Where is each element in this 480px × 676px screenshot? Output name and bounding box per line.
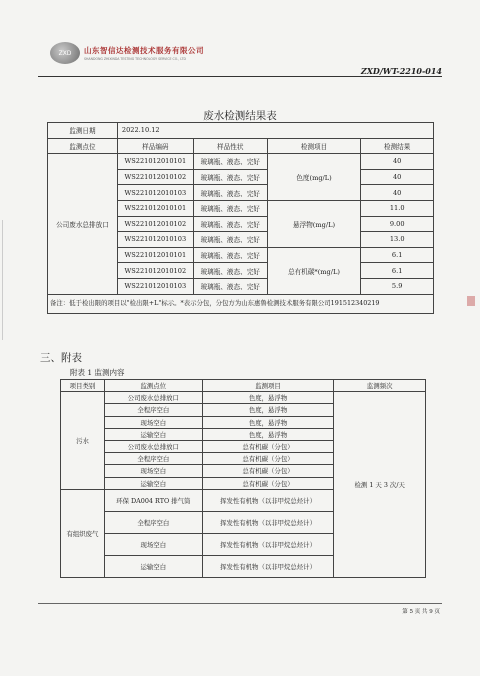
monitoring-location: 现场空白 bbox=[104, 534, 202, 556]
monitoring-item: 色度，悬浮物 bbox=[202, 416, 334, 428]
monitoring-location: 环保 DA004 RTO 排气筒 bbox=[104, 489, 202, 511]
sample-property: 玻璃瓶、液态、完好 bbox=[193, 247, 267, 263]
monitoring-content-table bbox=[60, 379, 426, 578]
document-code: ZXD/WT-2210-014 bbox=[360, 66, 442, 76]
sample-code: WS221012010103 bbox=[117, 185, 193, 201]
column-header: 样品编码 bbox=[117, 138, 193, 154]
test-item: 总有机碳*(mg/L) bbox=[267, 247, 361, 294]
table-row bbox=[61, 392, 426, 404]
page-number: 第 5 页 共 9 页 bbox=[402, 609, 440, 615]
date-value: 2022.10.12 bbox=[117, 123, 433, 139]
report-title: 废水检测结果表 bbox=[203, 110, 277, 122]
sample-code: WS221012010103 bbox=[117, 232, 193, 248]
section-title: 三、附表 bbox=[40, 352, 82, 364]
monitoring-item: 总有机碳（分包） bbox=[202, 477, 334, 489]
header-divider bbox=[38, 76, 442, 77]
test-result: 13.0 bbox=[361, 232, 434, 248]
monitoring-location: 全程序空白 bbox=[104, 453, 202, 465]
date-label: 监测日期 bbox=[48, 123, 118, 139]
sample-property: 玻璃瓶、液态、完好 bbox=[193, 278, 267, 294]
monitoring-item: 色度，悬浮物 bbox=[202, 428, 334, 440]
company-name-en: SHANDONG ZHIXINDA TESTING TECHNOLOGY SERVICE CO., LTD bbox=[84, 57, 186, 61]
seal-fragment bbox=[467, 296, 475, 306]
table-header-row bbox=[61, 380, 426, 392]
monitoring-item: 挥发性有机物（以非甲烷总烃计） bbox=[202, 511, 334, 533]
monitoring-location: 现场空白 bbox=[104, 465, 202, 477]
test-result: 6.1 bbox=[361, 263, 434, 279]
note-row bbox=[48, 294, 434, 313]
sample-property: 玻璃瓶、液态、完好 bbox=[193, 232, 267, 248]
test-result: 9.00 bbox=[361, 216, 434, 232]
column-header: 项目类别 bbox=[61, 380, 105, 392]
test-result: 40 bbox=[361, 154, 434, 170]
sample-code: WS221012010101 bbox=[117, 247, 193, 263]
footer-divider bbox=[38, 603, 442, 604]
appendix-table-title: 附表 1 监测内容 bbox=[70, 368, 125, 377]
sample-code: WS221012010102 bbox=[117, 263, 193, 279]
column-header: 监测点位 bbox=[104, 380, 202, 392]
column-header: 监测频次 bbox=[334, 380, 426, 392]
sample-property: 玻璃瓶、液态、完好 bbox=[193, 263, 267, 279]
sample-code: WS221012010102 bbox=[117, 169, 193, 185]
monitoring-item: 色度，悬浮物 bbox=[202, 392, 334, 404]
test-result: 40 bbox=[361, 169, 434, 185]
monitoring-location: 全程序空白 bbox=[104, 511, 202, 533]
category-name: 有组织废气 bbox=[61, 489, 105, 578]
column-header: 监测点位 bbox=[48, 138, 118, 154]
column-header: 检测项目 bbox=[267, 138, 361, 154]
wastewater-results-table bbox=[47, 122, 434, 314]
monitoring-location: 现场空白 bbox=[104, 416, 202, 428]
sample-property: 玻璃瓶、液态、完好 bbox=[193, 169, 267, 185]
monitoring-location: 全程序空白 bbox=[104, 404, 202, 416]
monitoring-location: 运输空白 bbox=[104, 477, 202, 489]
table-header-row bbox=[48, 138, 434, 154]
sample-property: 玻璃瓶、液态、完好 bbox=[193, 216, 267, 232]
column-header: 监测项目 bbox=[202, 380, 334, 392]
date-row bbox=[48, 123, 434, 139]
sample-code: WS221012010101 bbox=[117, 154, 193, 170]
sample-code: WS221012010103 bbox=[117, 278, 193, 294]
monitoring-location: 运输空白 bbox=[104, 428, 202, 440]
monitoring-item: 总有机碳（分包） bbox=[202, 440, 334, 452]
column-header: 检测结果 bbox=[361, 138, 434, 154]
sample-property: 玻璃瓶、液态、完好 bbox=[193, 185, 267, 201]
company-logo-icon: ZXD bbox=[50, 42, 80, 64]
sampling-location: 公司废水总排放口 bbox=[48, 154, 118, 294]
category-name: 污水 bbox=[61, 392, 105, 490]
scan-edge-mark bbox=[2, 220, 13, 340]
monitoring-frequency: 检测 1 天 3 次/天 bbox=[334, 392, 426, 578]
company-name-cn: 山东智信达检测技术服务有限公司 bbox=[84, 46, 204, 55]
test-result: 11.0 bbox=[361, 200, 434, 216]
test-item: 悬浮物(mg/L) bbox=[267, 200, 361, 247]
monitoring-item: 总有机碳（分包） bbox=[202, 465, 334, 477]
sample-property: 玻璃瓶、液态、完好 bbox=[193, 154, 267, 170]
monitoring-item: 挥发性有机物（以非甲烷总烃计） bbox=[202, 556, 334, 578]
sample-code: WS221012010102 bbox=[117, 216, 193, 232]
monitoring-item: 色度，悬浮物 bbox=[202, 404, 334, 416]
monitoring-item: 挥发性有机物（以非甲烷总烃计） bbox=[202, 534, 334, 556]
monitoring-location: 运输空白 bbox=[104, 556, 202, 578]
report-note: 备注：低于检出限的项目以"检出限+L"标示。*表示分包，分包方为山东惠鲁检测技术服务有限公司191512340219 bbox=[48, 294, 434, 313]
monitoring-item: 总有机碳（分包） bbox=[202, 453, 334, 465]
test-result: 5.9 bbox=[361, 278, 434, 294]
monitoring-item: 挥发性有机物（以非甲烷总烃计） bbox=[202, 489, 334, 511]
test-result: 40 bbox=[361, 185, 434, 201]
table-row bbox=[48, 154, 434, 170]
sample-code: WS221012010101 bbox=[117, 200, 193, 216]
sample-property: 玻璃瓶、液态、完好 bbox=[193, 200, 267, 216]
column-header: 样品性状 bbox=[193, 138, 267, 154]
monitoring-location: 公司废水总排放口 bbox=[104, 392, 202, 404]
monitoring-location: 公司废水总排放口 bbox=[104, 440, 202, 452]
test-item: 色度(mg/L) bbox=[267, 154, 361, 201]
company-logo bbox=[50, 42, 204, 64]
test-result: 6.1 bbox=[361, 247, 434, 263]
